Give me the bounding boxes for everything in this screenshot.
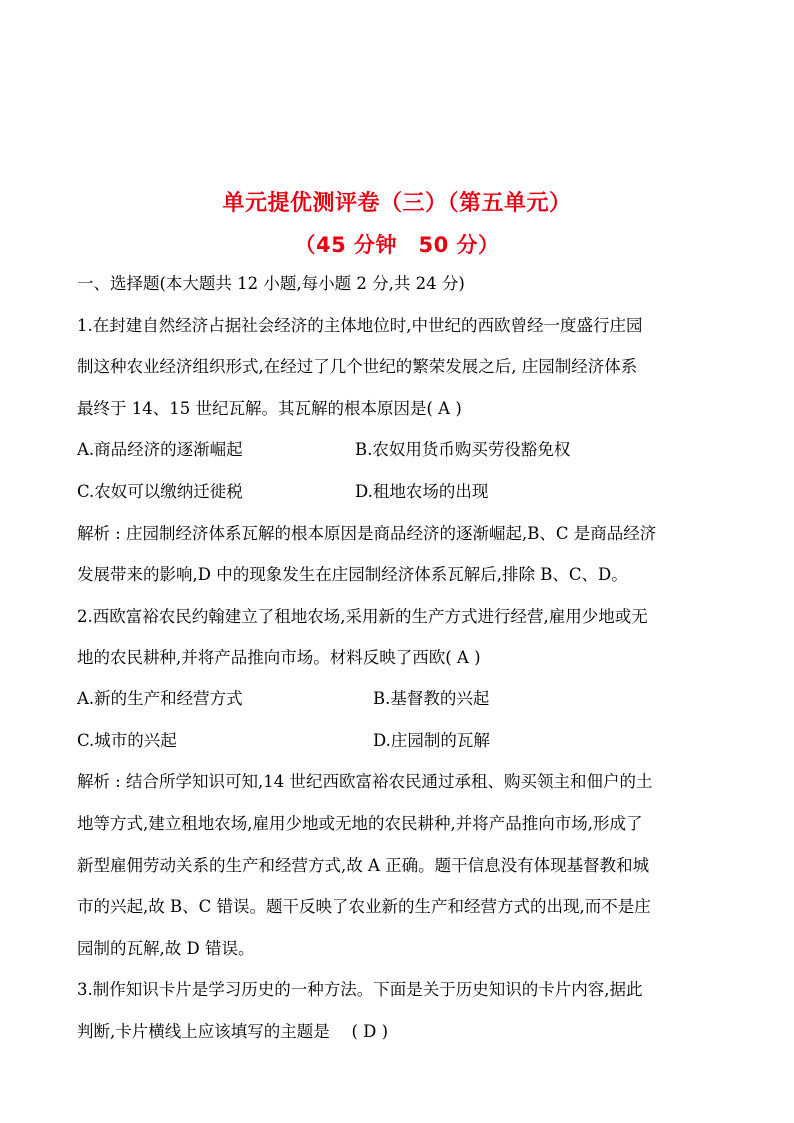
document-subtitle: （45 分钟 50 分） (294, 233, 500, 257)
q2-option-c: C.城市的兴起 (77, 731, 177, 750)
q2-analysis-line-5: 园制的瓦解,故 D 错误。 (77, 939, 255, 958)
q2-analysis-line-3: 新型雇佣劳动关系的生产和经营方式,故 A 正确。题干信息没有体现基督教和城 (77, 856, 650, 875)
q2-analysis-line-4: 市的兴起,故 B、C 错误。题干反映了农业新的生产和经营方式的出现,而不是庄 (77, 897, 651, 916)
q1-stem-line-3: 最终于 14、15 世纪瓦解。其瓦解的根本原因是( A ) (77, 399, 462, 418)
q3-stem-line-2: 判断,卡片横线上应该填写的主题是 ( D ) (77, 1022, 389, 1041)
q1-stem-line-2: 制这种农业经济组织形式,在经过了几个世纪的繁荣发展之后, 庄园制经济体系 (77, 357, 638, 376)
q2-analysis-line-2: 地等方式,建立租地农场,雇用少地或无地的农民耕种,并将产品推向市场,形成了 (77, 814, 643, 833)
q1-option-c: C.农奴可以缴纳迁徙税 (77, 482, 243, 501)
section-heading: 一、选择题(本大题共 12 小题,每小题 2 分,共 24 分) (77, 274, 465, 293)
q2-option-a: A.新的生产和经营方式 (77, 689, 243, 708)
q2-stem-line-1: 2.西欧富裕农民约翰建立了租地农场,采用新的生产方式进行经营,雇用少地或无 (77, 607, 648, 626)
q1-option-b: B.农奴用货币购买劳役豁免权 (355, 440, 571, 459)
q1-option-d: D.租地农场的出现 (355, 482, 489, 501)
q1-analysis-line-1: 解析 : 庄园制经济体系瓦解的根本原因是商品经济的逐渐崛起,B、C 是商品经济 (77, 524, 657, 543)
q2-option-b: B.基督教的兴起 (373, 689, 490, 708)
q1-option-a: A.商品经济的逐渐崛起 (77, 440, 243, 459)
q2-stem-line-2: 地的农民耕种,并将产品推向市场。材料反映了西欧( A ) (77, 648, 481, 667)
document-title: 单元提优测评卷（三）（第五单元） (222, 191, 572, 216)
q1-stem-line-1: 1.在封建自然经济占据社会经济的主体地位时,中世纪的西欧曾经一度盛行庄园 (77, 316, 643, 335)
q2-analysis-line-1: 解析 : 结合所学知识可知,14 世纪西欧富裕农民通过承租、购买领主和佃户的土 (77, 772, 653, 791)
q1-analysis-line-2: 发展带来的影响,D 中的现象发生在庄园制经济体系瓦解后,排除 B、C、D。 (77, 565, 628, 584)
q2-option-d: D.庄园制的瓦解 (373, 731, 490, 750)
q3-stem-line-1: 3.制作知识卡片是学习历史的一种方法。下面是关于历史知识的卡片内容,据此 (77, 980, 643, 999)
